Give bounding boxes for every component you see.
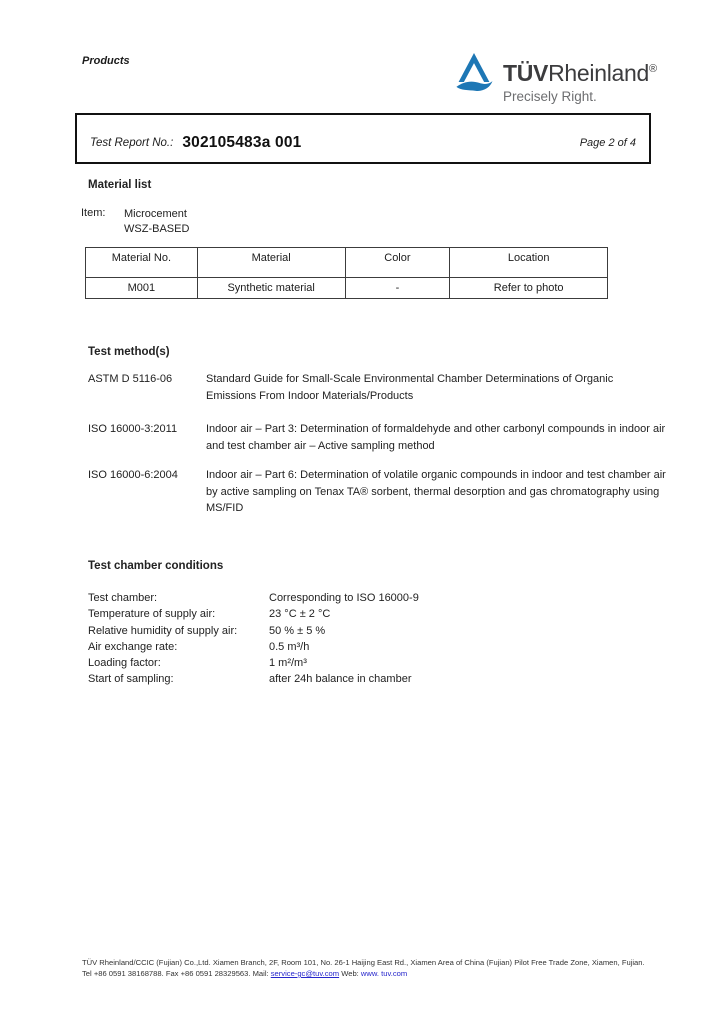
- method-description: Standard Guide for Small-Scale Environmental Chamber Determinations of Organic Emissions From Indoor Materials/Products: [206, 373, 614, 402]
- products-label: Products: [82, 55, 130, 67]
- report-number-value: 302105483a 001: [182, 133, 302, 151]
- registered-mark: ®: [649, 63, 657, 75]
- footer-tel-fax: Tel +86 0591 38168788. Fax +86 0591 28329563. Mail:: [82, 969, 271, 978]
- cell-location: Refer to photo: [450, 278, 608, 299]
- test-method-entry: [88, 467, 666, 517]
- footer-web-link[interactable]: www. tuv.com: [360, 969, 408, 978]
- condition-value: 50 % ± 5 %: [269, 624, 326, 637]
- chamber-conditions-list: [88, 590, 419, 688]
- condition-row: [88, 623, 419, 639]
- condition-label: Start of sampling:: [88, 673, 174, 686]
- item-value-line: Microcement: [124, 208, 187, 220]
- method-description: Indoor air – Part 6: Determination of volatile organic compounds in indoor and test chamber air by active sampling on Tenax TA® sorbent, thermal desorption and gas chromatography using MS/FID: [206, 469, 666, 514]
- test-method-entry: [88, 421, 666, 454]
- test-method-entry: [88, 371, 666, 404]
- cell-material: Synthetic material: [197, 278, 345, 299]
- item-values: [124, 207, 189, 236]
- item-value-line: WSZ-BASED: [124, 222, 190, 235]
- material-list-heading: Material list: [88, 179, 152, 191]
- condition-label: Air exchange rate:: [88, 640, 178, 653]
- logo-tuv: TÜV: [503, 60, 549, 86]
- condition-row: [88, 590, 419, 606]
- method-code: ISO 16000-6:2004: [88, 469, 178, 481]
- footer-contact-line: [82, 968, 682, 979]
- condition-value: Corresponding to ISO 16000-9: [269, 592, 419, 604]
- item-row: [81, 207, 189, 236]
- logo-rheinland: Rheinland: [548, 60, 649, 86]
- condition-row: [88, 671, 419, 687]
- col-header-location: Location: [450, 248, 608, 278]
- condition-label: Relative humidity of supply air:: [88, 624, 238, 637]
- item-label: Item:: [81, 207, 106, 219]
- method-code: ISO 16000-3:2011: [88, 423, 178, 435]
- condition-label: Temperature of supply air:: [88, 608, 216, 621]
- col-header-material: Material: [197, 248, 345, 278]
- page-indicator: Page 2 of 4: [579, 136, 636, 149]
- footer-address-line: TÜV Rheinland/CCIC (Fujian) Co.,Ltd. Xiamen Branch, 2F, Room 101, No. 26-1 Haijing East Rd., Xiamen Area of China (Fujian) Pilot Free Trade Zone, Xiamen, Fujian.: [82, 958, 645, 967]
- condition-label: Loading factor:: [88, 657, 161, 670]
- chamber-conditions-heading: Test chamber conditions: [88, 560, 224, 572]
- condition-value: 23 °C ± 2 °C: [269, 608, 331, 621]
- tuv-rheinland-logo: [452, 51, 657, 104]
- footer-web-label: Web:: [339, 969, 361, 978]
- condition-value: after 24h balance in chamber: [269, 673, 412, 686]
- condition-value: 1 m²/m³: [269, 657, 307, 670]
- footer-email-link[interactable]: service-gc@tuv.com: [270, 969, 340, 978]
- condition-label: Test chamber:: [88, 592, 158, 604]
- test-methods-list: [88, 371, 666, 517]
- col-header-color: Color: [345, 248, 450, 278]
- test-methods-heading: Test method(s): [88, 346, 170, 358]
- logo-wordmark: [503, 60, 657, 86]
- logo-text: [503, 51, 657, 104]
- table-header-row: [86, 248, 608, 278]
- report-number-bar: [75, 113, 651, 164]
- footer: [82, 957, 682, 979]
- cell-material-no: M001: [86, 278, 198, 299]
- tuv-triangle-icon: [452, 51, 496, 99]
- condition-row: [88, 655, 419, 671]
- report-number-label: Test Report No.:: [90, 136, 174, 149]
- table-row: [86, 278, 608, 299]
- material-table: [85, 247, 608, 299]
- condition-value: 0.5 m³/h: [269, 640, 310, 653]
- condition-row: [88, 639, 419, 655]
- col-header-material-no: Material No.: [86, 248, 198, 278]
- method-code: ASTM D 5116-06: [88, 373, 173, 385]
- cell-color: -: [345, 278, 450, 299]
- method-description: Indoor air – Part 3: Determination of formaldehyde and other carbonyl compounds in indoor air and test chamber air – Active sampling method: [206, 423, 666, 452]
- logo-tagline: Precisely Right.: [503, 89, 597, 104]
- condition-row: [88, 606, 419, 622]
